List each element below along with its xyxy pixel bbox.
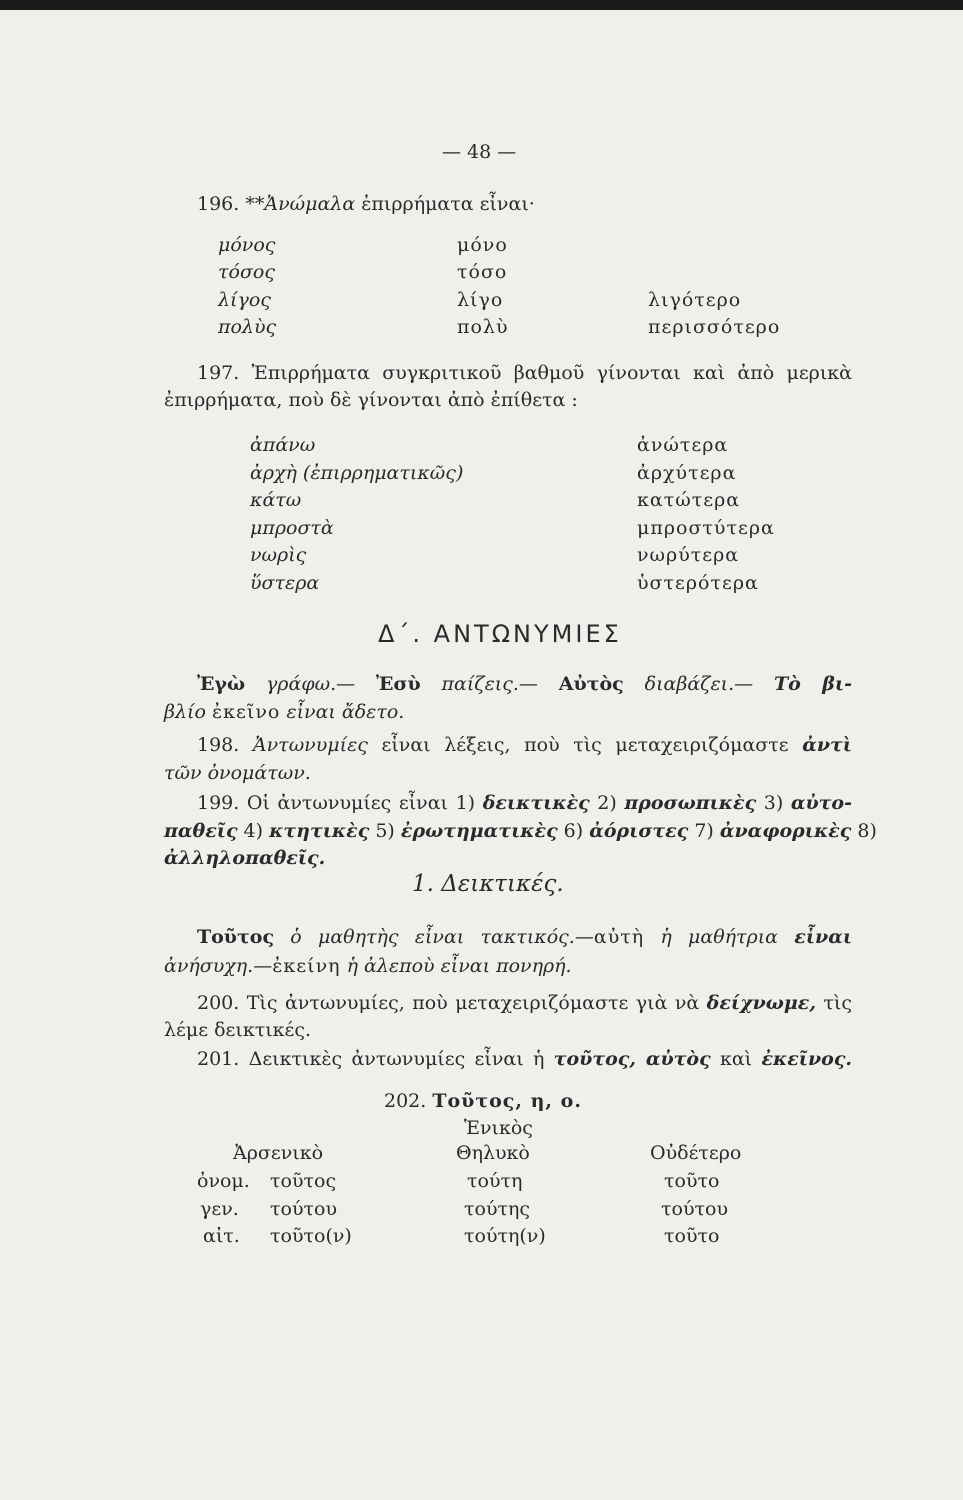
section-199-text-b: 2) — [589, 792, 625, 814]
example2-anisychi: ἀνήσυχη.— — [164, 955, 273, 977]
example-adeto: εἶναι ἄδετο. — [280, 701, 405, 723]
section-200-text: 200. Τὶς ἀντωνυμίες, ποὺ μεταχειριζόμαστε γιὰ νὰ — [197, 992, 707, 1014]
term-deichnome: δείχνωμε, — [706, 992, 816, 1014]
term-anaforikes: ἀναφορικὲς — [719, 820, 852, 842]
example2-text-3: ἡ ἀλεποὺ εἶναι πονηρή. — [340, 955, 572, 977]
example-text-3: διαβάζει.— — [623, 673, 775, 695]
example-text-2: παίζεις.— — [420, 673, 559, 695]
example2-line1 — [197, 925, 852, 949]
acc-feminine: τούτη(ν) — [464, 1225, 546, 1247]
section-199-num-6: 6) — [557, 820, 590, 842]
section-199-num-5: 5) — [369, 820, 401, 842]
section-196-number: 196. ** — [197, 193, 265, 215]
subheading-deiktikes: 1. Δεικτικές. — [412, 871, 564, 897]
gen-neuter: τούτου — [661, 1198, 729, 1220]
base-adverb-5: νωρὶς — [250, 544, 307, 566]
term-toutos-aftos: τοῦτος, αὐτὸς — [553, 1048, 711, 1070]
section-196-heading — [197, 192, 535, 216]
section-201-kai: καὶ — [710, 1048, 762, 1070]
term-ekeinos: ἐκεῖνος. — [761, 1048, 853, 1070]
example-text-1: γράφω.— — [245, 673, 377, 695]
section-202-title: Τοῦτος, η, ο. — [432, 1090, 582, 1112]
example2-text-2: ἡ μαθήτρια — [644, 926, 795, 948]
section-200-tis: τὶς — [815, 992, 852, 1014]
case-nominative: ὀνομ. — [197, 1170, 250, 1192]
example-ego: Ἐγὼ — [197, 673, 246, 695]
example-to-vi: Τὸ βι- — [774, 673, 852, 695]
base-adverb-4: μπροστὰ — [250, 517, 334, 539]
section-201-text: 201. Δεικτικὲς ἀντωνυμίες εἶναι ἡ — [197, 1048, 554, 1070]
comparative-adverb-5: νωρύτερα — [637, 544, 740, 566]
section-198-line2: τῶν ὀνομάτων. — [164, 762, 311, 784]
section-197-line2: ἐπιρρήματα, ποὺ δὲ γίνονται ἀπὸ ἐπίθετα : — [164, 389, 578, 411]
base-adverb-6: ὕστερα — [250, 572, 320, 594]
example-ekeino: ἐκεῖνο — [211, 701, 281, 723]
section-199-num-7: 7) — [688, 820, 720, 842]
case-accusative: αἰτ. — [203, 1225, 240, 1247]
section-202-heading — [384, 1089, 582, 1113]
section-196-rest: ἐπιρρήματα εἶναι· — [355, 193, 535, 215]
section-198-text: εἶναι λέξεις, ποὺ τὶς μεταχειριζόμαστε — [367, 734, 803, 756]
adj-3: λίγος — [218, 289, 271, 311]
singular-label: Ἑνικὸς — [464, 1117, 533, 1139]
comparative-adverb-6: ὑστερότερα — [637, 572, 759, 594]
section-200-line1 — [197, 991, 852, 1015]
example-aftos: Αὐτὸς — [558, 673, 624, 695]
example2-toutos: Τοῦτος — [197, 926, 275, 948]
section-200-line2: λέμε δεικτικές. — [164, 1019, 312, 1041]
term-erotimatikes: ἐρωτηματικὲς — [400, 820, 558, 842]
example-esy: Ἐσὺ — [376, 673, 421, 695]
comparative-3: λιγότερο — [648, 289, 742, 311]
term-aoristes: ἀόριστες — [589, 820, 689, 842]
term-pathis: παθεῖς — [164, 820, 238, 842]
examples-line2 — [164, 700, 404, 724]
gen-masculine: τούτου — [270, 1198, 338, 1220]
section-197-line1: 197. Ἐπιρρήματα συγκριτικοῦ βαθμοῦ γίνονται καὶ ἀπὸ μερικὰ — [197, 362, 852, 384]
term-afto: αὐτο- — [790, 792, 852, 814]
section-199-num-8: 8) — [851, 820, 877, 842]
case-genitive: γεν. — [200, 1198, 239, 1220]
comparative-adverb-4: μπροστύτερα — [637, 517, 775, 539]
example-vivlio: βλίο — [164, 701, 212, 723]
example2-text-1: ὁ μαθητὴς εἶναι τακτικός.— — [274, 926, 594, 948]
term-antonymies: Ἀντωνυμίες — [252, 734, 368, 756]
examples-line1 — [197, 672, 852, 696]
comparative-adverb-3: κατώτερα — [637, 489, 741, 511]
comparative-adverb-1: ἀνώτερα — [637, 434, 729, 456]
section-201-line — [197, 1047, 852, 1071]
gen-feminine: τούτης — [464, 1198, 531, 1220]
adv-3: λίγο — [457, 289, 504, 311]
comparative-adverb-2: ἀρχύτερα — [637, 462, 737, 484]
example2-einai: εἶναι — [794, 926, 853, 948]
adv-4: πολὺ — [457, 316, 509, 338]
section-198-line1 — [197, 733, 852, 757]
acc-neuter: τοῦτο — [664, 1225, 720, 1247]
base-adverb-3: κάτω — [250, 489, 302, 511]
section-199-text-c: 3) — [756, 792, 791, 814]
header-neuter: Οὐδέτερο — [650, 1142, 742, 1164]
section-199-line3: ἀλληλοπαθεῖς. — [164, 847, 326, 869]
nom-feminine: τούτη — [467, 1170, 523, 1192]
acc-masculine: τοῦτο(ν) — [270, 1225, 352, 1247]
section-198-number: 198. — [197, 734, 253, 756]
nom-masculine: τοῦτος — [270, 1170, 337, 1192]
section-202-number: 202. — [384, 1090, 433, 1112]
comparative-4: περισσότερο — [648, 316, 781, 338]
adv-1: μόνο — [457, 234, 508, 256]
adj-1: μόνος — [218, 234, 276, 256]
example2-ekeini: ἐκείνη — [272, 955, 341, 977]
section-199-line1 — [197, 791, 852, 815]
adj-4: πολὺς — [218, 316, 277, 338]
term-prosopikes: προσωπικὲς — [624, 792, 757, 814]
base-adverb-1: ἀπάνω — [250, 434, 316, 456]
section-199-text-a: 199. Οἱ ἀντωνυμίες εἶναι 1) — [197, 792, 483, 814]
nom-neuter: τοῦτο — [664, 1170, 720, 1192]
section-199-line2 — [164, 819, 877, 843]
adj-2: τόσος — [218, 261, 275, 283]
adv-2: τόσο — [457, 261, 508, 283]
section-heading-pronouns: Δ΄. ΑΝΤΩΝΥΜΙΕΣ — [378, 620, 622, 648]
base-adverb-2: ἀρχὴ (ἐπιρρηματικῶς) — [250, 462, 464, 484]
header-feminine: Θηλυκὸ — [456, 1142, 530, 1164]
example2-line2 — [164, 954, 572, 978]
term-anti: ἀντὶ — [802, 734, 852, 756]
page-number: — 48 — — [442, 141, 517, 163]
term-ktitikes: κτητικὲς — [269, 820, 370, 842]
header-masculine: Ἀρσενικὸ — [233, 1142, 324, 1164]
example2-afti: αὐτὴ — [593, 926, 645, 948]
term-deiktikes: δεικτικὲς — [482, 792, 590, 814]
section-199-num-4: 4) — [237, 820, 270, 842]
section-196-title: Ἀνώμαλα — [264, 193, 356, 215]
